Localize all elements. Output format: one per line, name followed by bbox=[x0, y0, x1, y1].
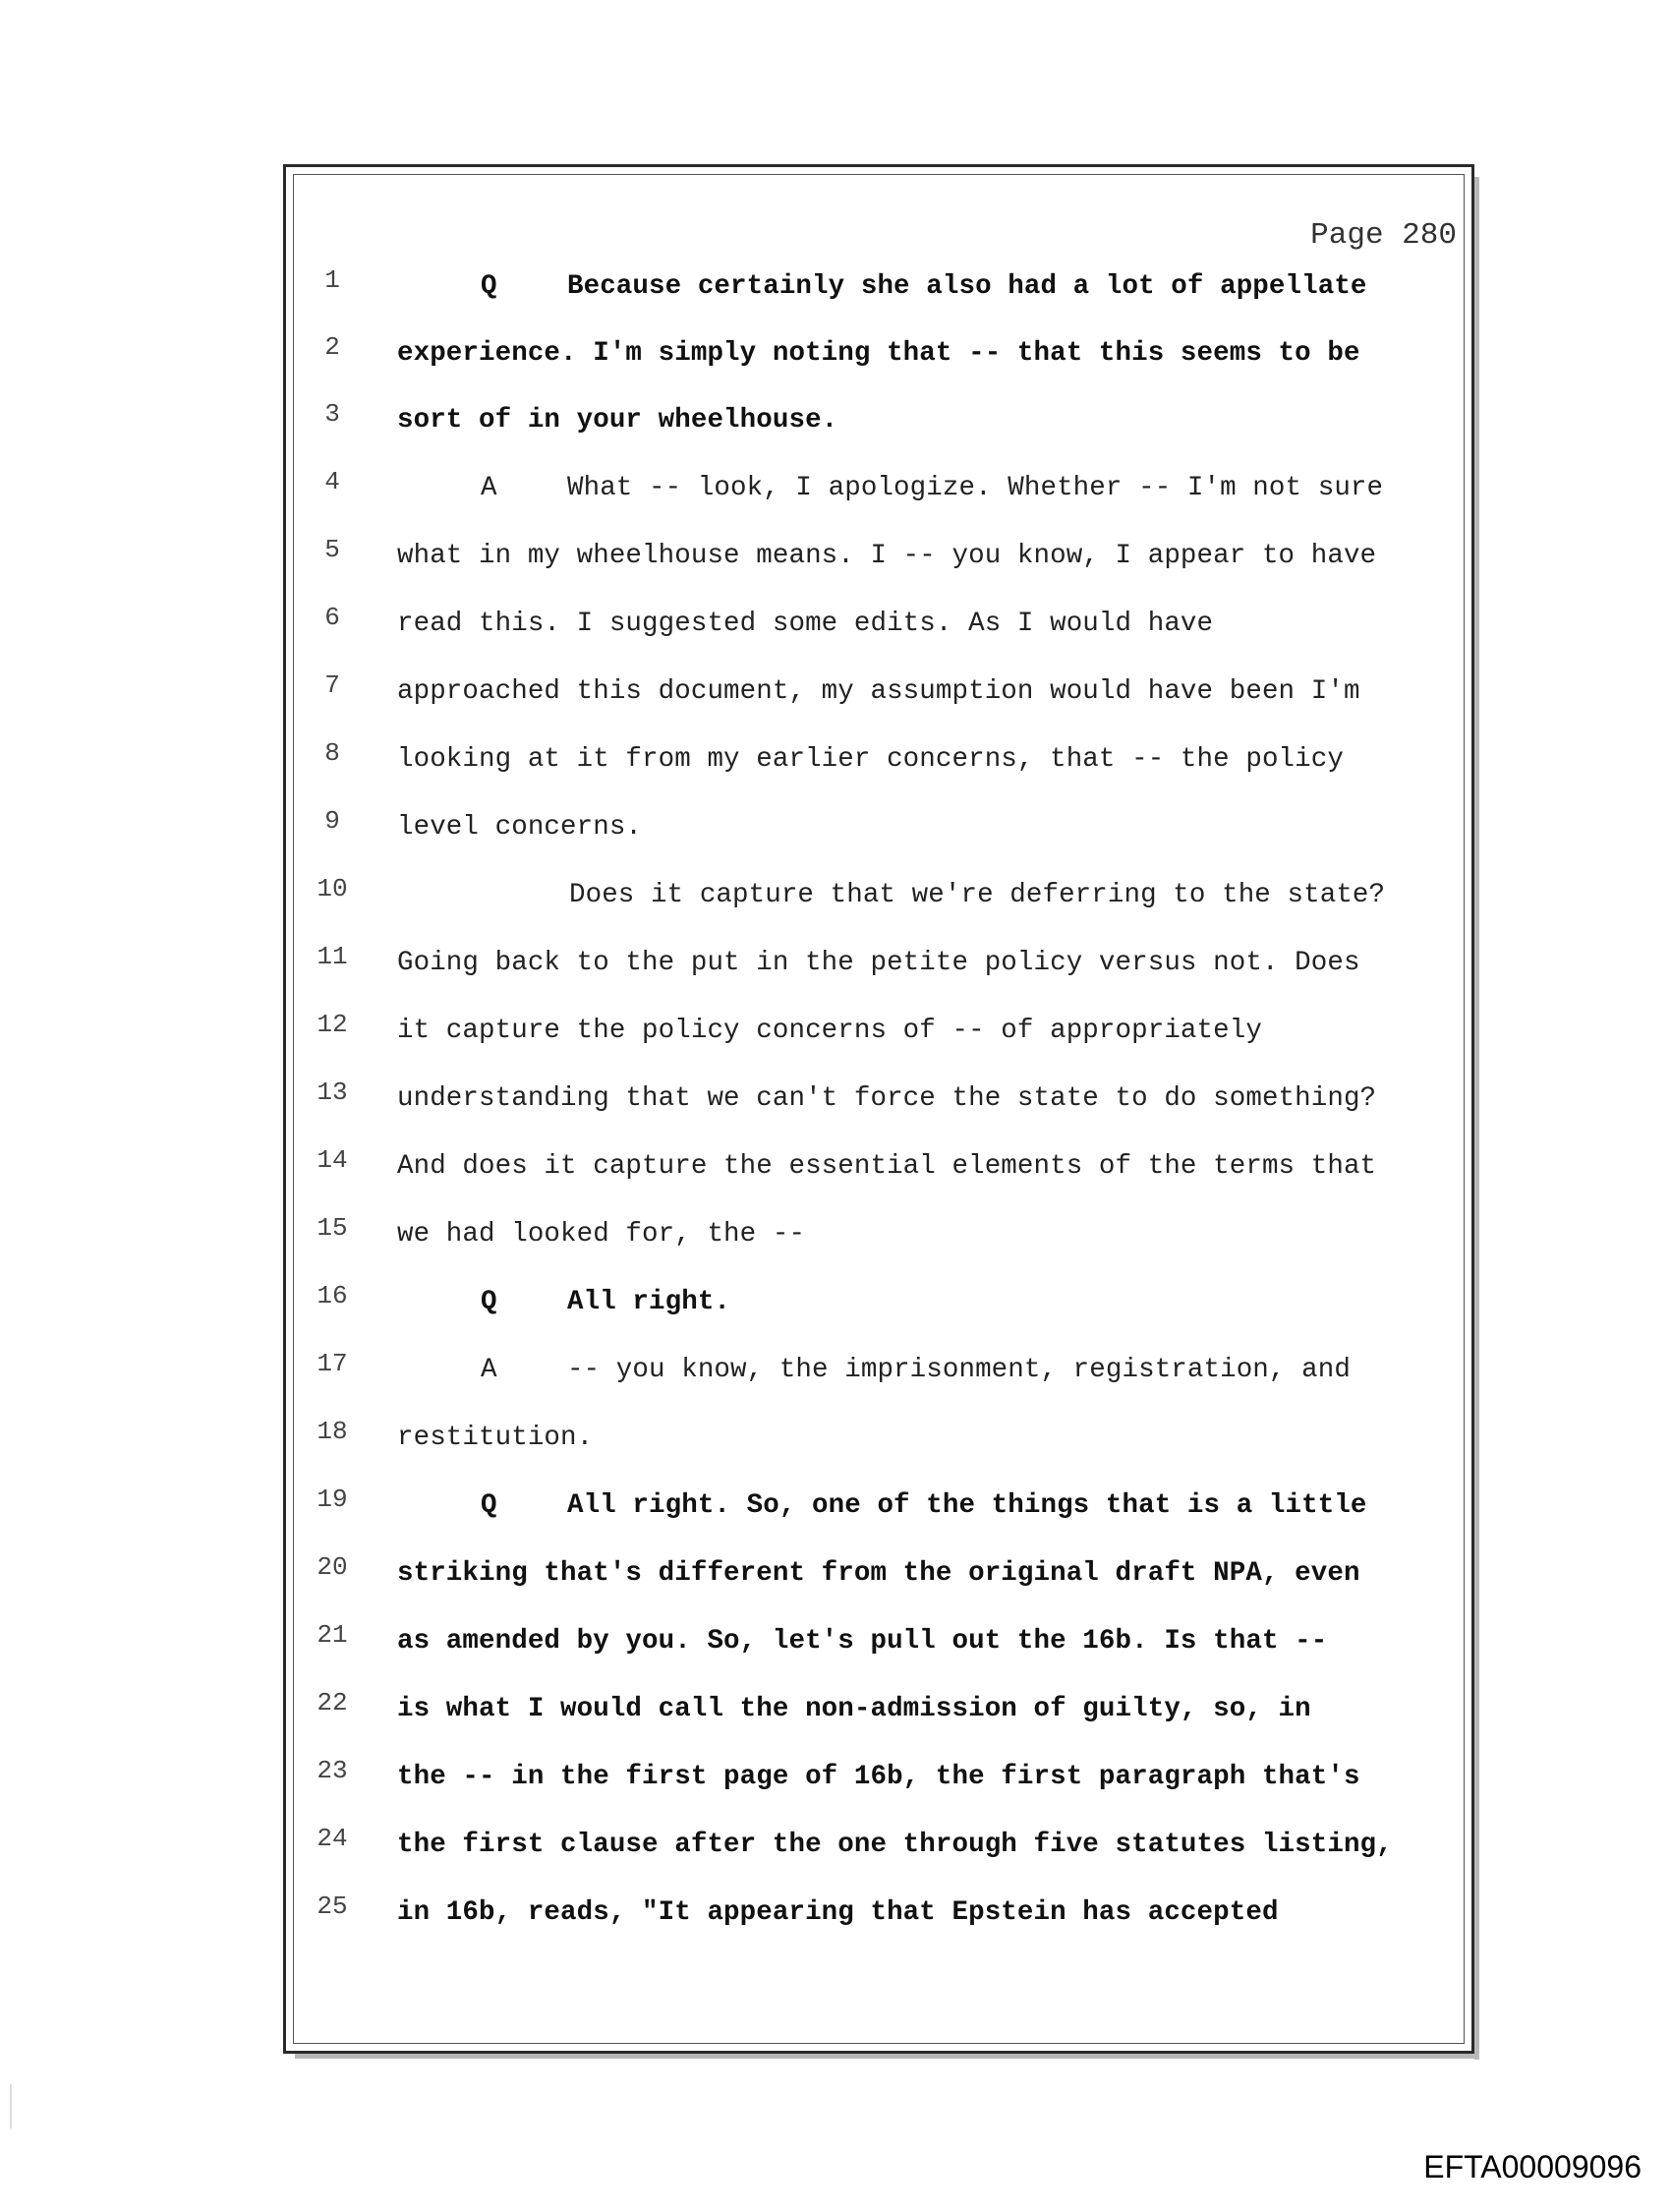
line-number: 17 bbox=[317, 1349, 348, 1378]
testimony-text: What -- look, I apologize. Whether -- I'm not sure bbox=[567, 473, 1384, 503]
transcript-line bbox=[0, 265, 1465, 305]
transcript-line bbox=[0, 1824, 1465, 1863]
testimony-text: Does it capture that we're deferring to the state? bbox=[569, 880, 1386, 910]
testimony-text: is what I would call the non-admission of guilty, so, in bbox=[397, 1694, 1311, 1724]
line-number: 15 bbox=[317, 1213, 348, 1243]
testimony-text: approached this document, my assumption would have been I'm bbox=[397, 676, 1360, 707]
testimony-text: And does it capture the essential elements of the terms that bbox=[397, 1151, 1377, 1182]
line-number: 24 bbox=[317, 1824, 348, 1853]
transcript-line bbox=[0, 1552, 1465, 1592]
testimony-text: the -- in the first page of 16b, the first paragraph that's bbox=[397, 1762, 1360, 1792]
testimony-text: we had looked for, the -- bbox=[397, 1219, 806, 1250]
transcript-line bbox=[0, 399, 1465, 438]
testimony-text: All right. bbox=[567, 1287, 731, 1317]
line-number: 1 bbox=[324, 265, 340, 295]
testimony-text: understanding that we can't force the state to do something? bbox=[397, 1083, 1377, 1114]
testimony-text: what in my wheelhouse means. I -- you know, I appear to have bbox=[397, 541, 1377, 571]
testimony-text: the first clause after the one through five statutes listing, bbox=[397, 1830, 1393, 1860]
testimony-text: -- you know, the imprisonment, registration, and bbox=[567, 1355, 1351, 1385]
line-text bbox=[397, 1287, 730, 1317]
line-number: 5 bbox=[324, 535, 340, 564]
transcript-line bbox=[0, 535, 1465, 574]
line-number: 20 bbox=[317, 1552, 348, 1582]
testimony-text: All right. So, one of the things that is a little bbox=[567, 1490, 1367, 1521]
line-text bbox=[397, 271, 1367, 302]
transcript-line bbox=[0, 1620, 1465, 1659]
testimony-text: sort of in your wheelhouse. bbox=[397, 405, 838, 436]
line-number: 11 bbox=[317, 942, 348, 971]
line-number: 4 bbox=[324, 467, 340, 496]
line-number: 3 bbox=[324, 399, 340, 429]
transcript-line bbox=[0, 1010, 1465, 1049]
transcript-line bbox=[0, 942, 1465, 981]
testimony-text: in 16b, reads, "It appearing that Epstein has accepted bbox=[397, 1897, 1279, 1928]
line-text bbox=[397, 473, 1383, 503]
transcript-line bbox=[0, 1756, 1465, 1795]
line-number: 13 bbox=[317, 1077, 348, 1107]
bates-number: EFTA00009096 bbox=[1423, 2149, 1642, 2184]
line-number: 2 bbox=[324, 332, 340, 362]
transcript-line bbox=[0, 874, 1465, 913]
speaker-label: A bbox=[481, 1355, 497, 1385]
testimony-text: read this. I suggested some edits. As I would have bbox=[397, 609, 1214, 639]
scan-margin-mark bbox=[10, 2084, 12, 2128]
speaker-label: Q bbox=[481, 1287, 497, 1317]
line-number: 25 bbox=[317, 1892, 348, 1921]
transcript-line bbox=[0, 1145, 1465, 1185]
transcript-line bbox=[0, 332, 1465, 372]
speaker-label: A bbox=[481, 473, 497, 503]
line-number: 23 bbox=[317, 1756, 348, 1785]
testimony-text: striking that's different from the original draft NPA, even bbox=[397, 1558, 1360, 1589]
transcript-line bbox=[0, 1213, 1465, 1252]
transcript-line bbox=[0, 467, 1465, 506]
line-number: 16 bbox=[317, 1281, 348, 1310]
transcript-line bbox=[0, 1281, 1465, 1320]
testimony-text: Because certainly she also had a lot of appellate bbox=[567, 271, 1367, 302]
line-number: 10 bbox=[317, 874, 348, 903]
transcript-line bbox=[0, 1688, 1465, 1727]
page-frame-shadow-right bbox=[1474, 177, 1479, 2060]
line-number: 12 bbox=[317, 1010, 348, 1039]
transcript-line bbox=[0, 1417, 1465, 1456]
line-number: 7 bbox=[324, 670, 340, 700]
testimony-text: looking at it from my earlier concerns, that -- the policy bbox=[397, 744, 1344, 775]
transcript-line bbox=[0, 670, 1465, 710]
testimony-text: as amended by you. So, let's pull out the 16b. Is that -- bbox=[397, 1626, 1328, 1657]
line-text bbox=[397, 1355, 1351, 1385]
line-number: 14 bbox=[317, 1145, 348, 1175]
line-number: 9 bbox=[324, 806, 340, 836]
transcript-line bbox=[0, 1892, 1465, 1931]
page-frame-shadow-bottom bbox=[295, 2054, 1479, 2059]
speaker-label: Q bbox=[481, 271, 497, 302]
line-number: 19 bbox=[317, 1484, 348, 1514]
transcript-line bbox=[0, 1349, 1465, 1388]
testimony-text: restitution. bbox=[397, 1423, 594, 1453]
testimony-text: level concerns. bbox=[397, 812, 643, 843]
testimony-text: it capture the policy concerns of -- of appropriately bbox=[397, 1016, 1262, 1046]
line-number: 22 bbox=[317, 1688, 348, 1717]
line-number: 8 bbox=[324, 738, 340, 768]
line-number: 18 bbox=[317, 1417, 348, 1446]
testimony-text: experience. I'm simply noting that -- that this seems to be bbox=[397, 338, 1360, 369]
line-text bbox=[397, 1490, 1367, 1521]
transcript-line bbox=[0, 1484, 1465, 1524]
transcript-line bbox=[0, 738, 1465, 778]
transcript-line bbox=[0, 806, 1465, 845]
speaker-label: Q bbox=[481, 1490, 497, 1521]
testimony-text: Going back to the put in the petite policy versus not. Does bbox=[397, 948, 1360, 978]
transcript-line bbox=[0, 1077, 1465, 1117]
transcript-line bbox=[0, 603, 1465, 642]
line-number: 21 bbox=[317, 1620, 348, 1650]
page-number: Page 280 bbox=[1310, 218, 1457, 253]
line-number: 6 bbox=[324, 603, 340, 632]
